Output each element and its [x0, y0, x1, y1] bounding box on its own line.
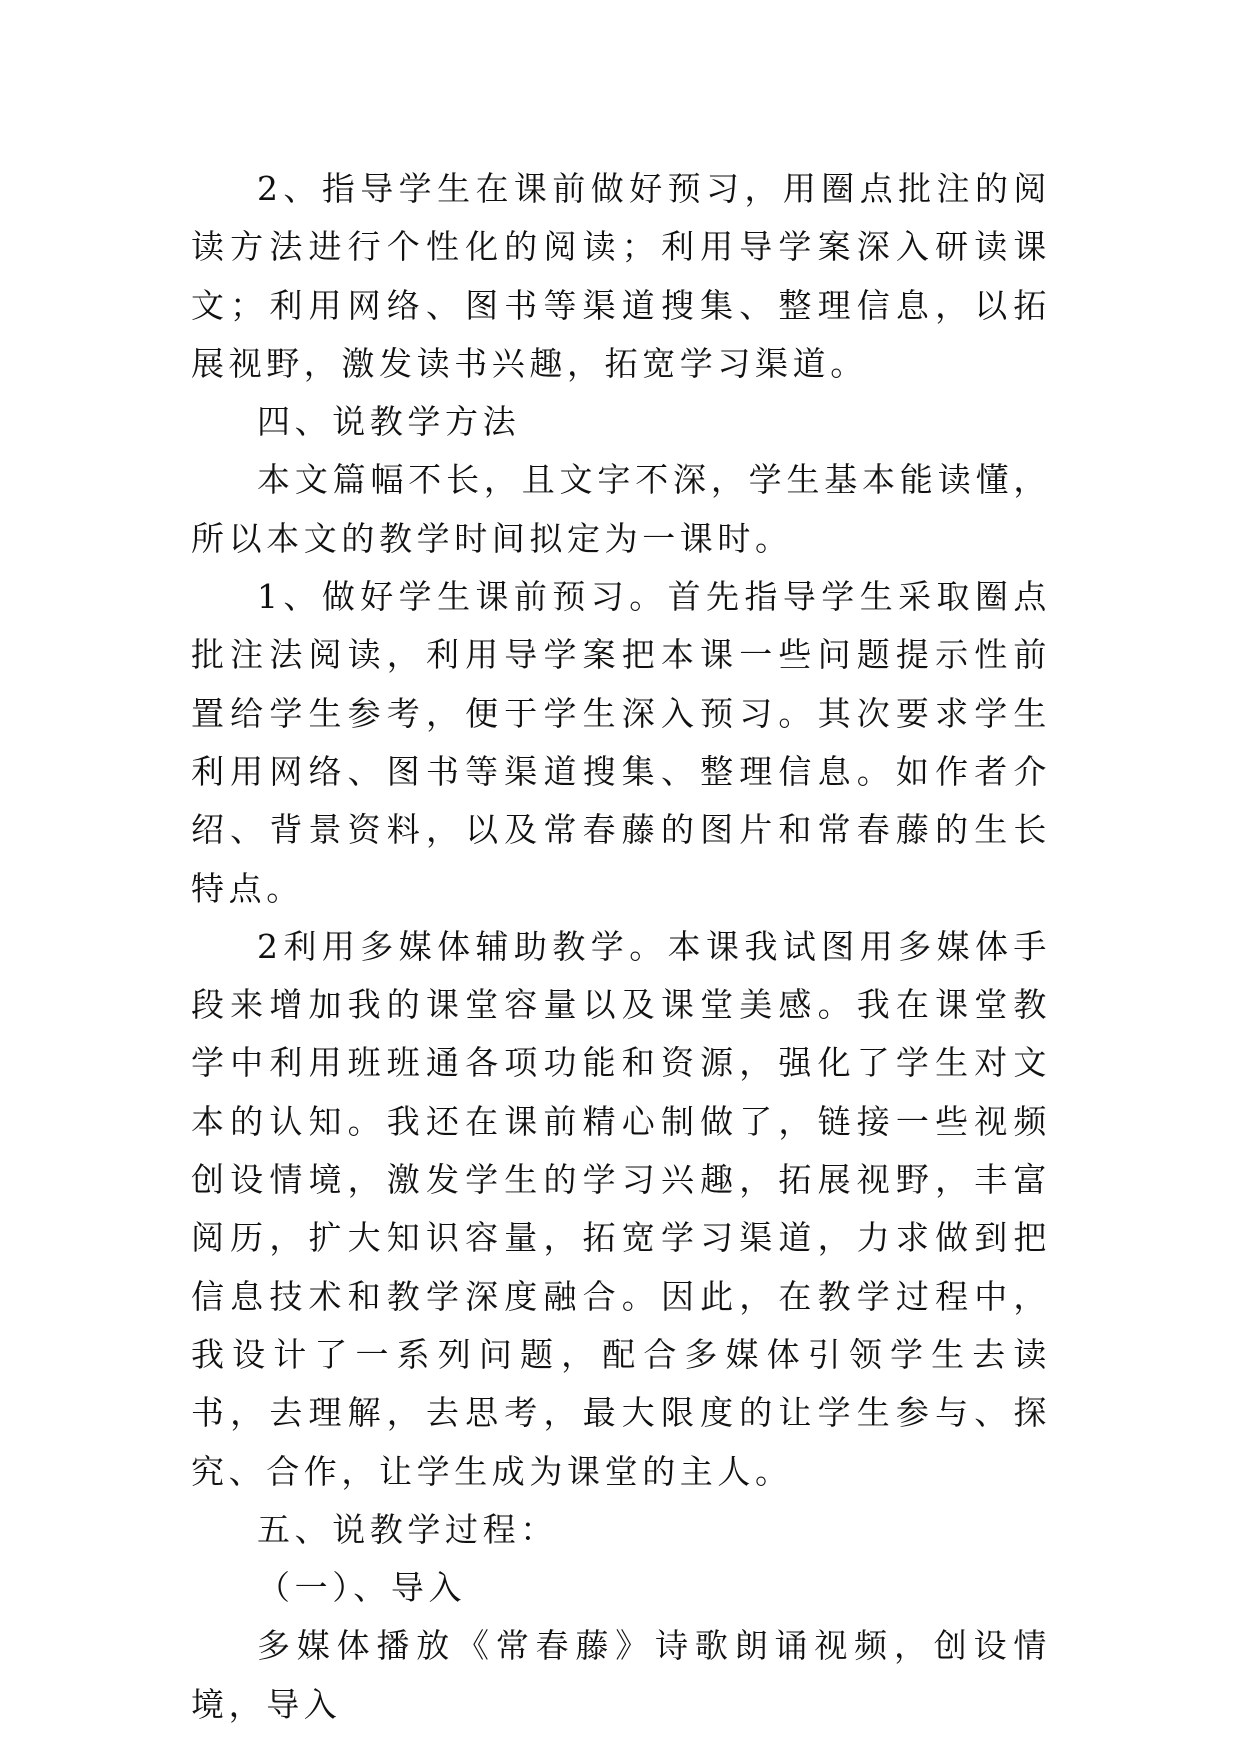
- paragraph-preview-guidance: 2、指导学生在课前做好预习，用圈点批注的阅读方法进行个性化的阅读；利用导学案深入研读课文；利用网络、图书等渠道搜集、整理信息，以拓展视野，激发读书兴趣，拓宽学习渠道。: [191, 169, 1051, 383]
- paragraph-lesson-length: 本文篇幅不长，且文字不深，学生基本能读懂，所以本文的教学时间拟定为一课时。: [191, 460, 1051, 558]
- paragraph-preview-method: 1、做好学生课前预习。首先指导学生采取圈点批注法阅读，利用导学案把本课一些问题提示性前置给学生参考，便于学生深入预习。其次要求学生利用网络、图书等渠道搜集、整理信息。如作者介绍、背景资料，以及常春藤的图片和常春藤的生长特点。: [191, 577, 1051, 908]
- paragraph-introduction-video: 多媒体播放《常春藤》诗歌朗诵视频，创设情境，导入: [191, 1626, 1051, 1724]
- paragraph-multimedia-method: 2利用多媒体辅助教学。本课我试图用多媒体手段来增加我的课堂容量以及课堂美感。我在课堂教学中利用班班通各项功能和资源，强化了学生对文本的认知。我还在课前精心制做了，链接一些视频创设情境，激发学生的学习兴趣，拓展视野，丰富阅历，扩大知识容量，拓宽学习渠道，力求做到把信息技术和教学深度融合。因此，在教学过程中，我设计了一系列问题，配合多媒体引领学生去读书，去理解，去思考，最大限度的让学生参与、探究、合作，让学生成为课堂的主人。: [191, 926, 1051, 1491]
- section-heading-teaching-methods: 四、说教学方法: [257, 402, 521, 442]
- subsection-heading-introduction: （一）、导入: [257, 1568, 467, 1608]
- document-body: [191, 160, 1051, 1734]
- section-heading-teaching-process: 五、说教学过程：: [257, 1509, 558, 1549]
